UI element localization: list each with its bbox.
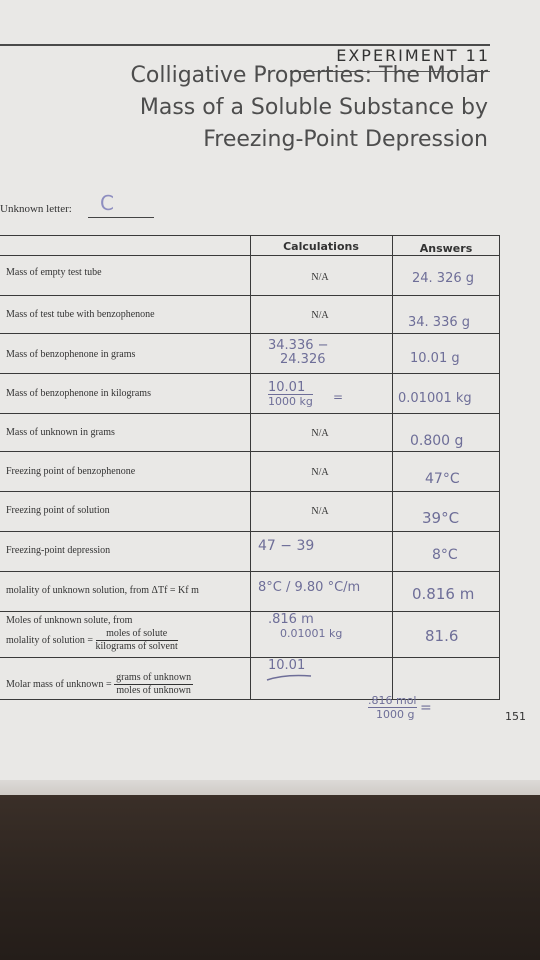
row-answer-molality: 0.816 m [412, 585, 475, 603]
row-label-tube-benzophenone: Mass of test tube with benzophenone [6, 309, 155, 320]
molar-mass-fraction: $\frac{\text{grams of unknown}}{\text{moles of unknown}}$ [116, 672, 192, 696]
row-calc-benzophenone-kg: 10.01 1000 kg [268, 380, 313, 408]
row-label-fp-solution: Freezing point of solution [6, 505, 110, 516]
moles-fraction: $\frac{\text{moles of solute}}{\text{kilograms of solvent}}$ [95, 628, 178, 652]
page-title [40, 60, 488, 156]
calculations-header: Calculations [283, 240, 359, 253]
row-label-benzophenone-kg: Mass of benzophenone in kilograms [6, 388, 151, 399]
row-calc-molar-mass: 10.01 [268, 658, 306, 673]
row-calc-moles-unknown: .816 m 0.01001 kg [268, 612, 343, 640]
row-label-molar-mass: Molar mass of unknown = $\frac{\text{grams of unknown}}{\text{moles of unknown}}$ [6, 672, 192, 696]
row-answer-unknown-grams: 0.800 g [410, 433, 464, 449]
margin-equals: = [420, 700, 432, 716]
row-answer-fp-depression: 8°C [432, 547, 458, 563]
unknown-letter-line [88, 217, 154, 218]
row-answer-tube-benzophenone: 34. 336 g [408, 315, 471, 330]
calc-underline-scribble [265, 672, 315, 684]
row-label-fp-benzophenone: Freezing point of benzophenone [6, 466, 136, 477]
page-edge-shadow [0, 780, 540, 795]
experiment-number: EXPERIMENT 11 [336, 46, 490, 65]
row-calc-empty-tube: N/A [311, 272, 329, 283]
row-calc-tube-benzophenone: N/A [311, 310, 329, 321]
row-calc-fp-depression: 47 − 39 [258, 538, 315, 554]
title-line-3: Freezing-Point Depression [203, 127, 488, 152]
row-label-benzophenone-grams: Mass of benzophenone in grams [6, 349, 136, 360]
row-answer-benzophenone-kg: 0.01001 kg [398, 391, 472, 406]
row-calc-fp-solution: N/A [311, 506, 329, 517]
row-calc-unknown-grams: N/A [311, 428, 329, 439]
unknown-letter-value: C [100, 191, 114, 215]
row-calc-equals: = [333, 390, 344, 404]
answers-header: Answers [419, 242, 473, 255]
row-label-fp-depression: Freezing-point depression [6, 545, 111, 556]
page-number: 151 [505, 710, 526, 723]
row-answer-moles-unknown: 81.6 [425, 627, 459, 645]
margin-calculation: .816 mol 1000 g [368, 694, 417, 721]
row-answer-fp-benzophenone: 47°C [425, 471, 460, 487]
row-answer-benzophenone-grams: 10.01 g [410, 351, 460, 366]
row-calc-molality: 8°C / 9.80 °C/m [258, 580, 361, 595]
title-line-1: Colligative Properties: The Molar [130, 63, 488, 88]
row-answer-empty-tube: 24. 326 g [412, 271, 475, 286]
unknown-letter-label: Unknown letter: [0, 203, 72, 215]
row-label-unknown-grams: Mass of unknown in grams [6, 427, 115, 438]
background-carpet [0, 795, 540, 960]
row-label-moles-unknown: Moles of unknown solute, from molality of solution = $\frac{\text{moles of solute}}{\text{kilograms of solvent}}$ [6, 615, 178, 652]
row-label-molality: molality of unknown solution, from ΔTf = Kf m [6, 585, 199, 596]
title-line-2: Mass of a Soluble Substance by [139, 95, 488, 120]
row-label-empty-tube: Mass of empty test tube [6, 267, 102, 278]
row-calc-benzophenone-grams: 34.336 − 24.326 [268, 338, 329, 367]
row-answer-fp-solution: 39°C [422, 509, 460, 527]
row-calc-fp-benzophenone: N/A [311, 467, 329, 478]
